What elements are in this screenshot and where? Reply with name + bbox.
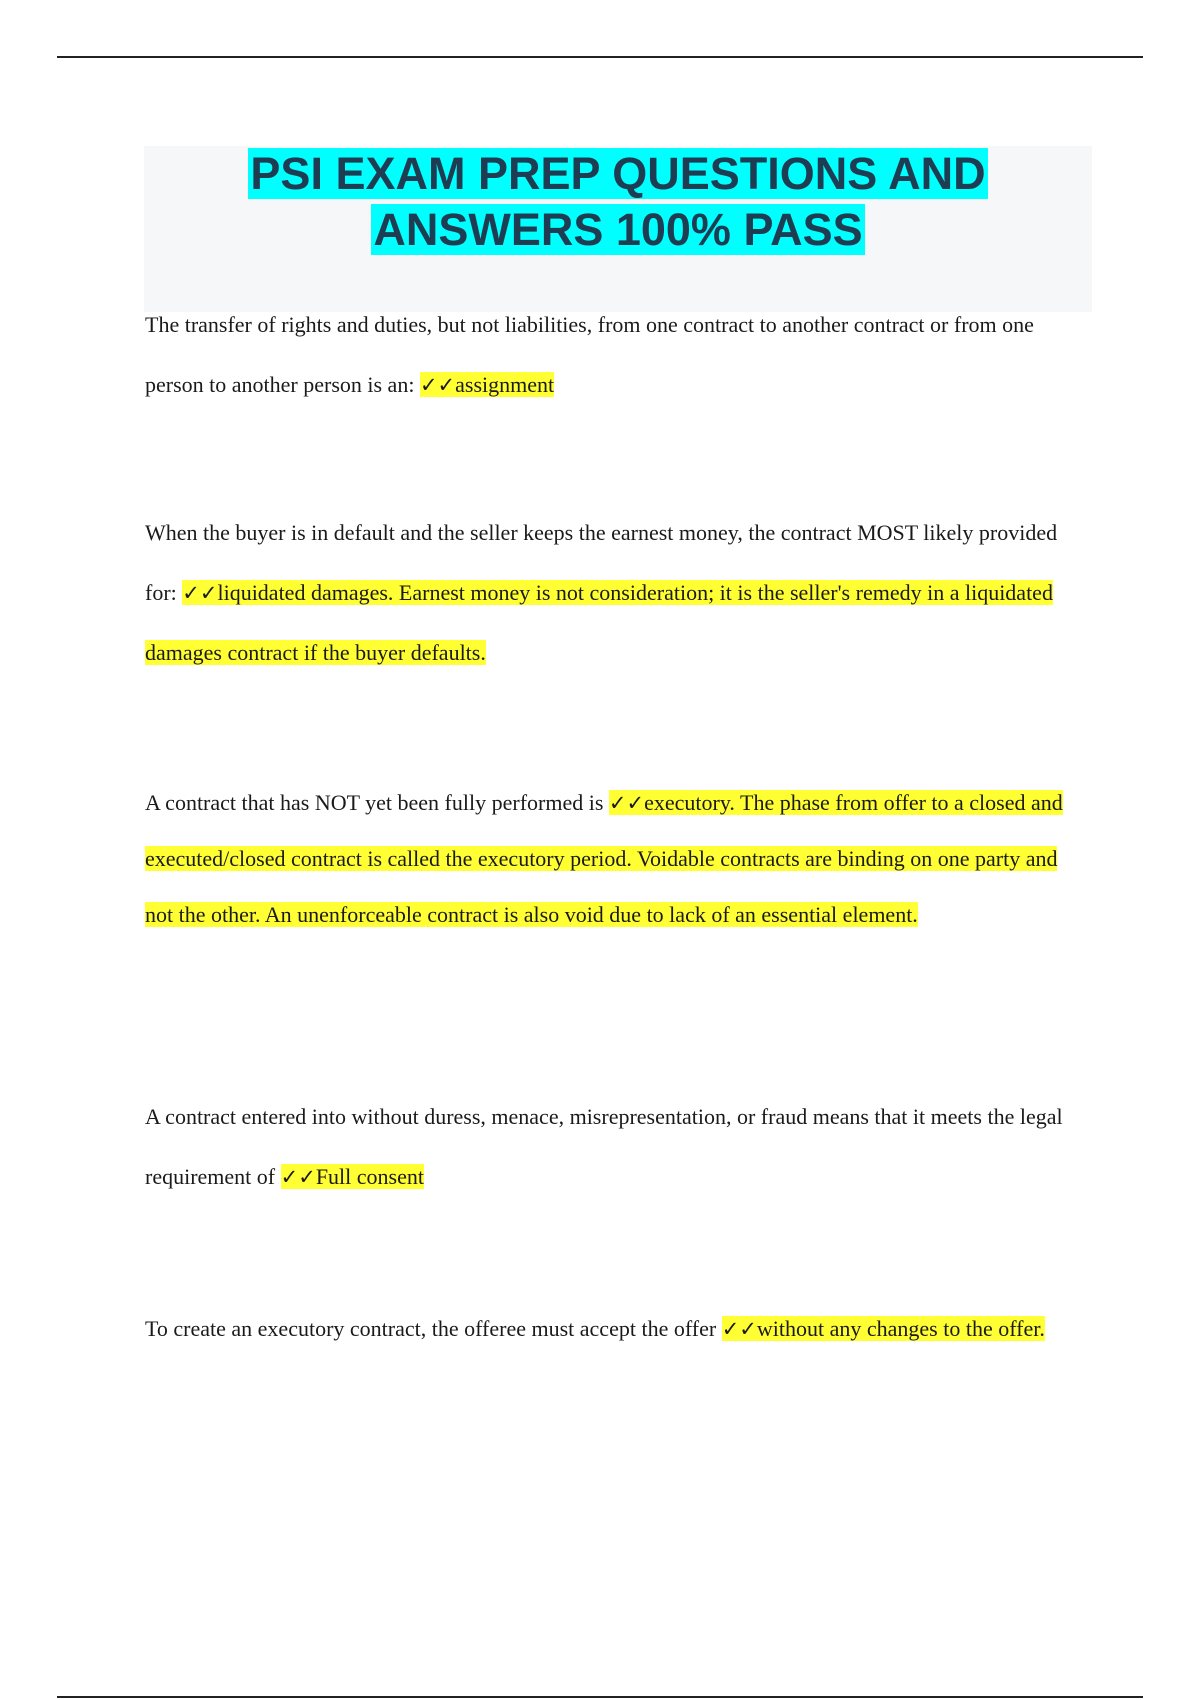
- title-block: [144, 146, 1092, 312]
- qa-item-3: [145, 775, 1085, 943]
- double-check-icon: ✓✓: [182, 581, 218, 605]
- question-text: The transfer of rights and duties, but not liabilities, from one contract to another contract or from one person to another person is an:: [145, 312, 1034, 397]
- answer-highlight: [281, 1164, 424, 1189]
- top-rule: [57, 56, 1143, 58]
- answer-highlight: [420, 372, 554, 397]
- answer-text: without any changes to the offer.: [756, 1316, 1045, 1341]
- question-text: A contract that has NOT yet been fully performed is: [145, 790, 609, 815]
- qa-item-1: [145, 295, 1085, 415]
- qa-item-2: [145, 503, 1085, 683]
- double-check-icon: ✓✓: [280, 1165, 316, 1189]
- double-check-icon: ✓✓: [721, 1317, 757, 1341]
- answer-text: Full consent: [315, 1164, 424, 1189]
- question-text: A contract entered into without duress, menace, misrepresentation, or fraud means that it meets the legal requirement of: [145, 1104, 1063, 1189]
- answer-text: executory. The phase from offer to a closed and executed/closed contract is called the executory period. Voidable contracts are binding on one party and not the other. An unenforceable contract is also void due to lack of an essential element.: [145, 790, 1063, 927]
- double-check-icon: ✓✓: [608, 791, 645, 815]
- bottom-rule: [57, 1696, 1143, 1698]
- page-title-line-2: ANSWERS 100% PASS: [373, 204, 863, 255]
- question-text: To create an executory contract, the offeree must accept the offer: [145, 1316, 722, 1341]
- answer-text: liquidated damages. Earnest money is not consideration; it is the seller's remedy in a liquidated damages contract if the buyer defaults.: [145, 580, 1053, 665]
- question-text: When the buyer is in default and the seller keeps the earnest money, the contract MOST likely provided for:: [145, 520, 1058, 605]
- answer-text: assignment: [455, 372, 555, 397]
- page-title-line-1: PSI EXAM PREP QUESTIONS AND: [250, 148, 986, 199]
- answer-highlight: [145, 580, 1053, 665]
- qa-item-5: [145, 1299, 1085, 1359]
- double-check-icon: ✓✓: [419, 373, 456, 397]
- answer-highlight: [722, 1316, 1045, 1341]
- qa-item-4: [145, 1087, 1085, 1207]
